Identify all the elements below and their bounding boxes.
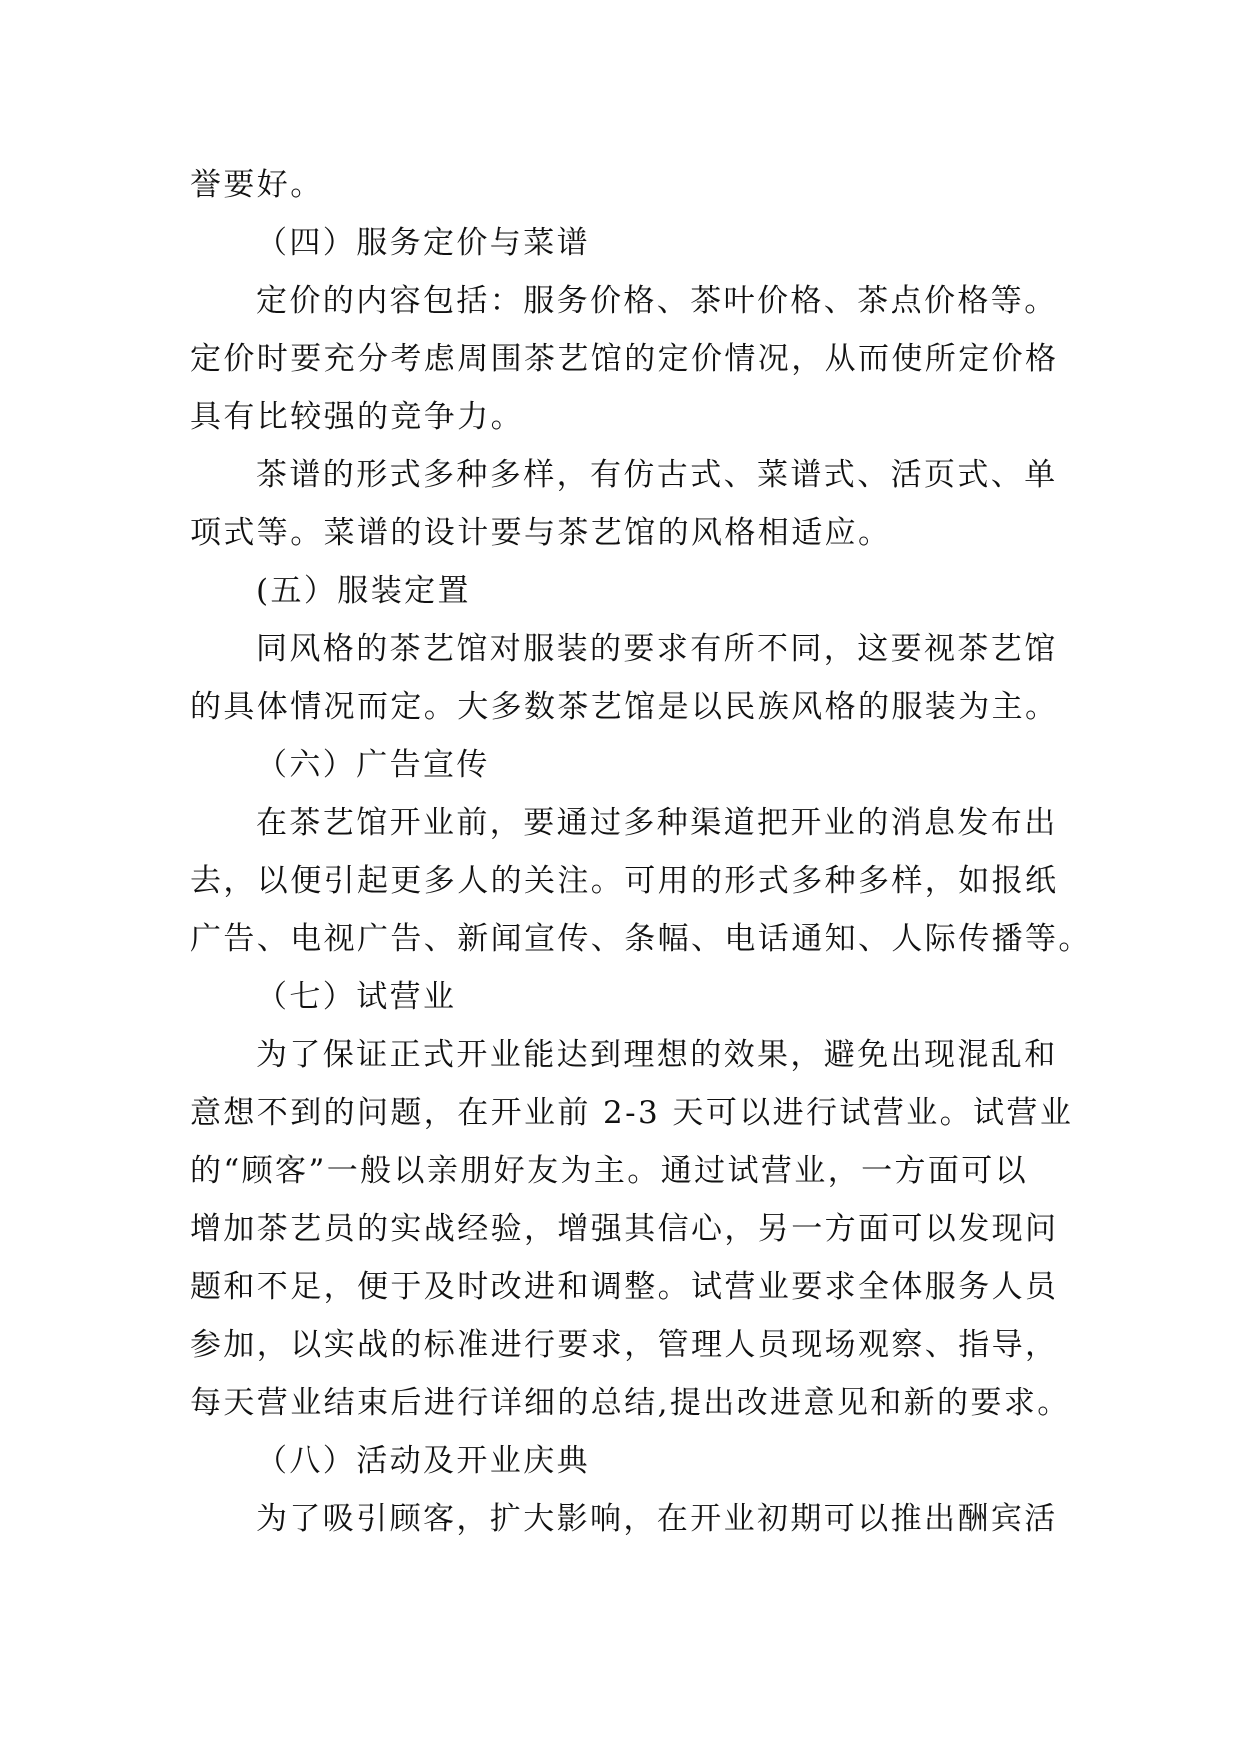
text-line: 为了保证正式开业能达到理想的效果，避免出现混乱和 [256, 1037, 1058, 1073]
section-heading-5: (五）服装定置 [256, 573, 471, 609]
text-line: 定价时要充分考虑周围茶艺馆的定价情况，从而使所定价格 [190, 341, 1059, 377]
text-line: 茶谱的形式多种多样，有仿古式、菜谱式、活页式、单 [256, 457, 1058, 493]
text-line: 每天营业结束后进行详细的总结,提出改进意见和新的要求。 [190, 1385, 1071, 1421]
text-line: 在茶艺馆开业前，要通过多种渠道把开业的消息发布出 [256, 805, 1058, 841]
text-line: 题和不足，便于及时改进和调整。试营业要求全体服务人员 [190, 1269, 1059, 1305]
text-line: 定价的内容包括：服务价格、茶叶价格、茶点价格等。 [256, 283, 1058, 319]
text-line: 广告、电视广告、新闻宣传、条幅、电话通知、人际传播等。 [190, 921, 1092, 957]
text-line: 为了吸引顾客，扩大影响，在开业初期可以推出酬宾活 [256, 1501, 1058, 1537]
text-line: 的“顾客”一般以亲朋好友为主。通过试营业，一方面可以 [190, 1153, 1029, 1189]
section-heading-4: （四）服务定价与菜谱 [256, 225, 590, 261]
section-heading-6: （六）广告宣传 [256, 747, 490, 783]
text-line: 参加，以实战的标准进行要求，管理人员现场观察、指导， [190, 1327, 1059, 1363]
text-line: 意想不到的问题，在开业前 2-3 天可以进行试营业。试营业 [190, 1095, 1074, 1131]
section-heading-7: （七）试营业 [256, 979, 457, 1015]
text-line: 去，以便引起更多人的关注。可用的形式多种多样，如报纸 [190, 863, 1059, 899]
text-line: 的具体情况而定。大多数茶艺馆是以民族风格的服装为主。 [190, 689, 1059, 725]
text-line: 誉要好。 [190, 167, 324, 203]
text-line: 项式等。菜谱的设计要与茶艺馆的风格相适应。 [190, 515, 892, 551]
text-line: 同风格的茶艺馆对服装的要求有所不同，这要视茶艺馆 [256, 631, 1058, 667]
section-heading-8: （八）活动及开业庆典 [256, 1443, 590, 1479]
text-line: 增加茶艺员的实战经验，增强其信心，另一方面可以发现问 [190, 1211, 1059, 1247]
text-line: 具有比较强的竞争力。 [190, 399, 524, 435]
